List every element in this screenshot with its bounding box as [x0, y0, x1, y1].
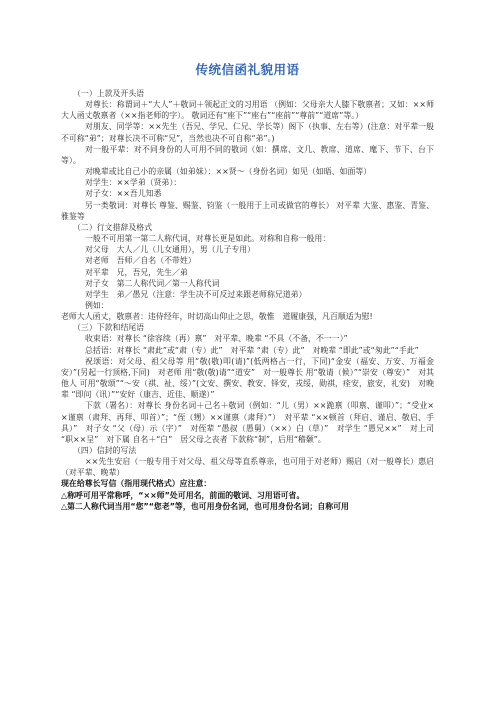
- paragraph: △第二人称代词当用“您”“您老”等，也可用身份名词，也可用身份名词；自称可用: [61, 501, 349, 511]
- paragraph: 另一类敬词：对尊长 尊鉴、赐鉴、钧鉴（一般用于上司或做官的尊长） 对平辈 大鉴、惠鉴、青鉴、雅鉴等: [61, 200, 434, 221]
- document-body: [61, 88, 434, 512]
- paragraph: 对学生：××学弟（贤弟）：: [85, 178, 182, 188]
- paragraph: 对子女：××吾儿知悉: [85, 189, 162, 199]
- paragraph: 现在给尊长写信（指用现代格式）应注意：: [61, 479, 212, 489]
- paragraph: 下款（署名）：对尊长 身份名词＋己名＋敬词（例如：“儿（男）××跪禀（叩禀、谨叩）”；“受业××谨禀（肃拜、再拜、叩首）”；“侄（甥）××谨禀（肃拜）”） 对平辈 “××顿首（拜启、谨启、敬启、手具）” 对子女 “父（母）示（字）” 对侄辈 “愚叔（愚舅）（××）白（草）” 对学生 “愚兄××” 对上司 “职××呈” 对下属 自名＋“白” 居父母之丧者 下款称“制”，后用“稽颡”。: [61, 401, 434, 444]
- paragraph: 对子女 第二人称代词／第一人称代词: [85, 278, 220, 288]
- paragraph: 对尊长：称谓词＋“大人”＋敬词＋领起正文的习用语 （例如：父母亲大人膝下敬禀者；又如：××师大人函丈敬禀者（××指老师的字）。 敬词还有“座下”“座右”“座前”“尊前”“道席”等。）: [61, 100, 434, 121]
- paragraph: 总括语：对尊长 “肃此”或“肃（专）此” 对平辈 “肃（专）此” 对晚辈 “即此”或“匆此”“手此”: [85, 345, 419, 355]
- section-heading: （三）下款和结尾语: [73, 323, 145, 333]
- paragraph: 对一般平辈：对不同身份的人可用不同的敬词（如：撰席、文几、教席、道席、麾下、节下、台下等）。: [61, 144, 434, 165]
- paragraph: 对父母 大人／儿（儿女通用），男（儿子专用）: [85, 245, 256, 255]
- paragraph: △称呼可用平常称呼，“××师”处可用名，前面的敬词、习用语可省。: [61, 490, 305, 500]
- paragraph: ××先生安启（一般专用于对父母、祖父母等直系尊亲，也可用于对老师）赐启（对一般尊长）惠启（对平辈、晚辈）: [61, 457, 434, 478]
- paragraph: 对老师 吾师／自名（不带姓）: [85, 256, 196, 266]
- paragraph: 祝颂语：对父母、祖父母等 用“敬(敬)叩(请)”(低两格占一行，下同)“金安（福安、万安、万福金安）”(另起一行顶格,下同) 对老师 用“敬(敬)请”“道安” 对一般尊长 用“敬请（候）”“崇安（尊安）” 对其他人 可用“敬颂”“～安（祺、祉、绥）”(文安、撰安、教安、铎安，戎绥，勋祺，痊安，旅安，礼安) 对晚辈 “即问（讯）”“安好（康吉、近佳、顺遂）”: [61, 356, 434, 400]
- paragraph: 对晚辈或比自己小的亲属（如弟妹）：××贤～（身份名词）如见（如晤、如面等）: [85, 167, 372, 177]
- paragraph: 对平辈 兄，吾兄，先生／弟: [85, 267, 188, 277]
- section-heading: （二）行文措辞及格式: [73, 222, 153, 232]
- paragraph: 收束语：对尊长 “徐容续（再）禀” 对平辈、晚辈 “不具（不备，不一一）”: [85, 334, 348, 344]
- section-heading: （一）上款及开头语: [73, 89, 145, 98]
- paragraph: 对朋友、同学等：××先生（吾兄、学兄、仁兄、学长等）阁下（执事、左右等）(注意：对平辈一般不可称“弟”；对尊长决不可称“兄”，当然也决不可自称“弟”。): [61, 122, 434, 143]
- document-title: 传统信函礼貌用语: [195, 62, 300, 77]
- paragraph: 对学生 弟／愚兄（注意：学生决不可反过来跟老师称兄道弟）: [85, 289, 307, 299]
- section-heading: （四）信封的写法: [73, 446, 137, 455]
- paragraph: 例如：: [85, 300, 109, 310]
- paragraph: 一般不可用第一第二人称代词，对尊长更是如此。对称和自称一般用：: [85, 234, 331, 244]
- paragraph: 老师大人函丈，敬禀者：违侍经年，时切高山仰止之思，敬惟 道履康强，凡百顺适为慰!: [61, 312, 373, 322]
